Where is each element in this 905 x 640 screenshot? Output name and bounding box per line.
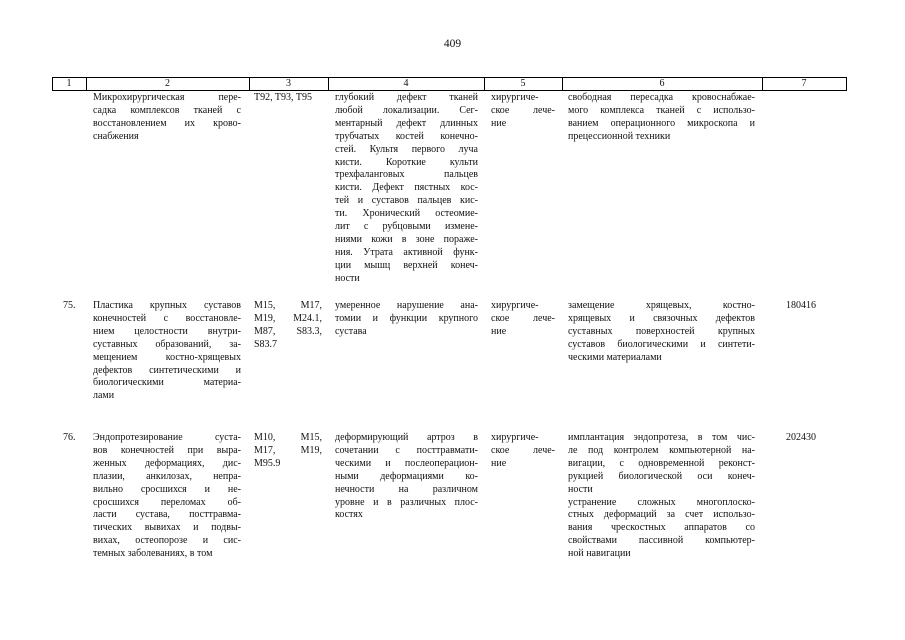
method-line: мого комплекса тканей с использо-	[568, 104, 755, 116]
cell-codes	[254, 432, 322, 471]
name-line: вильно сросшихся и не-	[93, 483, 241, 495]
method-line: имплантация эндопротеза, в том чис-	[568, 432, 755, 443]
model-line: ментарный дефект длинных	[335, 117, 478, 129]
codes-line	[254, 313, 322, 326]
method-line: рукцией биологической оси конеч-	[568, 470, 755, 482]
treatment-line: ние	[491, 457, 507, 469]
treatment-line: хирургиче-	[491, 92, 539, 103]
column-header-6: 6	[659, 78, 665, 89]
method-line: суставных поверхностей крупных	[568, 325, 755, 337]
icd-code: M87,	[254, 325, 276, 337]
icd-code: M15,	[300, 432, 322, 443]
icd-code: S83.7	[254, 338, 278, 350]
name-line: конечностей с восстановле-	[93, 312, 241, 324]
codes-line	[254, 432, 322, 445]
method-line: ле под контролем компьютерной на-	[568, 444, 755, 456]
method-line: ванием операционного микроскопа и	[568, 117, 755, 129]
model-line: томии и функции крупного	[335, 312, 478, 324]
treatment-line: ние	[491, 325, 507, 337]
method-line: устранение сложных многоплоско-	[568, 496, 755, 508]
model-line: ными деформациями ко-	[335, 470, 478, 482]
codes-line	[254, 339, 322, 352]
model-line: кисти. Короткие культи	[335, 156, 478, 168]
name-line: восстановлением их крово-	[93, 117, 241, 129]
name-line: мещением костно-хрящевых	[93, 351, 241, 363]
column-header-7: 7	[801, 78, 807, 89]
model-line: тей и суставов пальцев кис-	[335, 195, 478, 207]
name-line: Пластика крупных суставов	[93, 300, 241, 311]
model-line: сустава	[335, 325, 367, 337]
icd-code: M19,	[254, 312, 276, 324]
name-line: суставных образований, за-	[93, 338, 241, 350]
treatment-line: хирургиче-	[491, 300, 539, 311]
codes-line	[254, 445, 322, 458]
treatment-line: ние	[491, 117, 507, 129]
method-line: вания чрескостных аппаратов со	[568, 522, 755, 534]
cell-codes	[254, 92, 322, 105]
name-line: сросшихся переломах об-	[93, 496, 241, 508]
name-line: снабжения	[93, 130, 139, 142]
icd-code: M95.9	[254, 457, 281, 469]
codes-line	[254, 300, 322, 313]
treatment-line: хирургиче-	[491, 432, 539, 443]
cell-codes	[254, 300, 322, 352]
method-line: суставов биологическими и синтети-	[568, 338, 755, 350]
cell-model	[335, 300, 478, 339]
model-line: умеренное нарушение ана-	[335, 300, 478, 311]
cell-treatment	[491, 300, 555, 339]
method-line: ной навигации	[568, 548, 631, 560]
row-number: 76.	[63, 432, 76, 443]
name-line: нием целостности внутри-	[93, 325, 241, 337]
model-line: костях	[335, 509, 363, 521]
name-line: лами	[93, 390, 115, 402]
name-line: дефектов синтетическими и	[93, 364, 241, 376]
model-line: ческими и послеоперацион-	[335, 457, 478, 469]
model-line: уровне и в различных плос-	[335, 496, 478, 508]
icd-code: M15,	[254, 300, 276, 311]
model-line: сочетании с посттравмати-	[335, 444, 478, 456]
treatment-line: ское лече-	[491, 312, 555, 324]
method-line: свободная пересадка кровоснабжае-	[568, 92, 755, 103]
name-line: Микрохирургическая пере-	[93, 92, 241, 103]
page-number: 409	[443, 38, 462, 50]
model-line: глубокий дефект тканей	[335, 92, 478, 103]
icd-code: M17,	[300, 300, 322, 311]
model-line: ния. Утрата активной функ-	[335, 246, 478, 258]
method-line: вигации, с одновременной реконст-	[568, 457, 755, 469]
method-line: ческими материалами	[568, 351, 662, 363]
name-line: ласти сустава, посттравма-	[93, 509, 241, 521]
cell-method	[568, 92, 755, 144]
name-line: темных заболеваниях, в том	[93, 548, 213, 560]
name-line: плазии, анкилозах, непра-	[93, 470, 241, 482]
column-header-3: 3	[286, 78, 291, 89]
model-line: ности	[335, 272, 360, 284]
cell-method	[568, 432, 755, 561]
name-line: садка комплексов тканей с	[93, 104, 241, 116]
cell-method	[568, 300, 755, 365]
column-header-4: 4	[403, 78, 409, 89]
model-line: трехфаланговых пальцев	[335, 169, 478, 181]
cell-name	[93, 92, 241, 144]
method-line: стных деформаций за счет использо-	[568, 509, 755, 521]
cell-model	[335, 432, 478, 522]
model-line: стей. Культя первого луча	[335, 143, 478, 155]
cost-value: 202430	[786, 432, 816, 443]
method-line: прецессионной техники	[568, 130, 671, 142]
method-line: свойствами пассивной компьютер-	[568, 535, 755, 547]
name-line: вов конечностей при выра-	[93, 444, 241, 456]
icd-code: M10,	[254, 432, 276, 443]
cell-treatment	[491, 92, 555, 131]
name-line: тических вывихах и подвы-	[93, 522, 241, 534]
model-line: деформирующий артроз в	[335, 432, 478, 443]
table-header-bottom-border	[52, 90, 847, 91]
method-line: замещение хрящевых, костно-	[568, 300, 755, 311]
cell-name	[93, 300, 241, 403]
model-line: ции мышц верхней конеч-	[335, 259, 478, 271]
codes-line	[254, 458, 322, 471]
codes-line	[254, 92, 322, 105]
model-line: лит с рубцовыми измене-	[335, 221, 478, 233]
header-divider	[846, 77, 847, 90]
row-number: 75.	[63, 300, 76, 311]
icd-code: T92, T93, T95	[254, 92, 312, 103]
model-line: любой локализации. Сег-	[335, 104, 478, 116]
treatment-line: ское лече-	[491, 104, 555, 116]
codes-line	[254, 326, 322, 339]
name-line: биологическими материа-	[93, 377, 241, 389]
model-line: ниями кожи в зоне пораже-	[335, 233, 478, 245]
name-line: вихах, остеопорозе и сис-	[93, 535, 241, 547]
cell-model	[335, 92, 478, 286]
cost-value: 180416	[786, 300, 816, 311]
name-line: женных деформациях, дис-	[93, 457, 241, 469]
icd-code: M24.1,	[293, 312, 322, 324]
cell-name	[93, 432, 241, 561]
name-line: Эндопротезирование суста-	[93, 432, 241, 443]
method-line: хрящевых и связочных дефектов	[568, 312, 755, 324]
model-line: кисти. Дефект пястных кос-	[335, 182, 478, 194]
model-line: трубчатых костей конечно-	[335, 130, 478, 142]
icd-code: S83.3,	[296, 325, 322, 337]
column-header-1: 1	[66, 78, 72, 89]
icd-code: M17,	[254, 444, 276, 456]
column-header-5: 5	[520, 78, 526, 89]
column-header-2: 2	[165, 78, 170, 89]
method-line: ности	[568, 483, 593, 495]
cell-treatment	[491, 432, 555, 471]
icd-code: M19,	[300, 444, 322, 456]
model-line: нечности на различном	[335, 483, 478, 495]
model-line: ти. Хронический остеомие-	[335, 208, 478, 220]
treatment-line: ское лече-	[491, 444, 555, 456]
